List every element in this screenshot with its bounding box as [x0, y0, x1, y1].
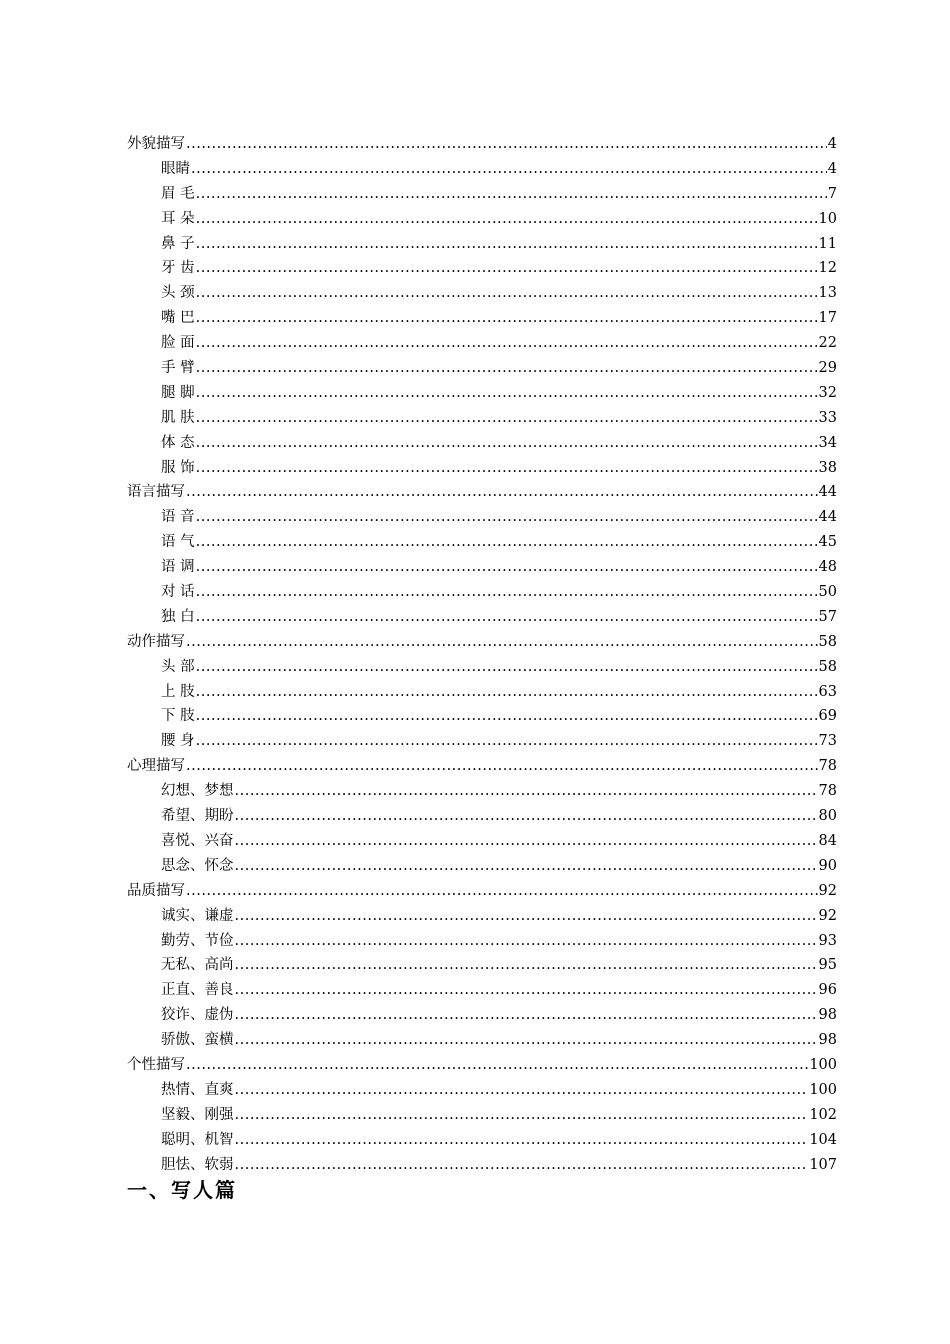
toc-dot-leader	[235, 1028, 818, 1053]
toc-entry-label: 服 饰	[161, 459, 195, 476]
toc-page-number: 80	[818, 808, 837, 825]
toc-page-number: 38	[818, 459, 837, 476]
toc-entry-label: 腰 身	[161, 733, 195, 750]
toc-subentry[interactable]	[127, 1153, 837, 1178]
toc-subentry[interactable]	[127, 904, 837, 929]
toc-subentry[interactable]	[127, 854, 837, 879]
toc-dot-leader	[196, 431, 818, 456]
toc-entry-label: 勤劳、节俭	[161, 932, 234, 949]
toc-dot-leader	[186, 630, 818, 655]
toc-dot-leader	[196, 605, 818, 630]
toc-dot-leader	[196, 232, 818, 257]
toc-subentry[interactable]	[127, 256, 837, 281]
toc-dot-leader	[235, 953, 818, 978]
toc-subentry[interactable]	[127, 929, 837, 954]
toc-subentry[interactable]	[127, 356, 837, 381]
toc-entry-label: 脸 面	[161, 335, 195, 352]
toc-page-number: 48	[818, 559, 837, 576]
toc-entry-label: 独 白	[161, 608, 195, 625]
toc-page-number: 107	[809, 1156, 837, 1173]
toc-dot-leader	[235, 854, 818, 879]
toc-page-number: 34	[818, 434, 837, 451]
toc-page-number: 78	[818, 783, 837, 800]
toc-dot-leader	[196, 207, 818, 232]
toc-entry-label: 诚实、谦虚	[161, 907, 234, 924]
toc-entry-label: 聪明、机智	[161, 1131, 234, 1148]
toc-page-number: 44	[818, 484, 837, 501]
toc-subentry[interactable]	[127, 729, 837, 754]
toc-dot-leader	[196, 331, 818, 356]
toc-entry-label: 眉 毛	[161, 185, 195, 202]
toc-entry-label: 骄傲、蛮横	[161, 1032, 234, 1049]
toc-page-number: 100	[809, 1081, 837, 1098]
toc-entry-label: 心理描写	[127, 758, 185, 775]
toc-subentry[interactable]	[127, 953, 837, 978]
toc-entry-label: 牙 齿	[161, 260, 195, 277]
toc-subentry[interactable]	[127, 530, 837, 555]
toc-entry-label: 鼻 子	[161, 235, 195, 252]
toc-subentry[interactable]	[127, 406, 837, 431]
toc-page-number: 4	[827, 160, 837, 177]
toc-page-number: 92	[818, 907, 837, 924]
toc-dot-leader	[196, 530, 818, 555]
toc-dot-leader	[196, 306, 818, 331]
toc-entry-label: 语 音	[161, 509, 195, 526]
toc-subentry[interactable]	[127, 505, 837, 530]
toc-dot-leader	[196, 281, 818, 306]
toc-dot-leader	[196, 182, 827, 207]
toc-page-number: 78	[818, 758, 837, 775]
toc-dot-leader	[196, 406, 818, 431]
toc-page-number: 13	[818, 285, 837, 302]
toc-page-number: 4	[827, 136, 837, 152]
toc-subentry[interactable]	[127, 1128, 837, 1153]
toc-subentry[interactable]	[127, 779, 837, 804]
toc-dot-leader	[196, 356, 818, 381]
toc-dot-leader	[196, 729, 818, 754]
toc-entry-label: 坚毅、刚强	[161, 1106, 234, 1123]
toc-chapter-entry[interactable]	[127, 480, 837, 505]
toc-subentry[interactable]	[127, 655, 837, 680]
toc-entry-label: 腿 脚	[161, 384, 195, 401]
toc-page-number: 17	[818, 310, 837, 327]
toc-dot-leader	[186, 132, 827, 157]
toc-dot-leader	[196, 456, 818, 481]
toc-entry-label: 外貌描写	[127, 136, 185, 152]
toc-entry-label: 耳 朵	[161, 210, 195, 227]
toc-dot-leader	[186, 480, 818, 505]
toc-entry-label: 正直、善良	[161, 982, 234, 999]
toc-page-number: 90	[818, 857, 837, 874]
toc-chapter-entry[interactable]	[127, 630, 837, 655]
toc-entry-label: 下 肢	[161, 708, 195, 725]
toc-entry-label: 语 调	[161, 559, 195, 576]
toc-dot-leader	[191, 157, 827, 182]
toc-dot-leader	[235, 829, 818, 854]
toc-subentry[interactable]	[127, 605, 837, 630]
toc-entry-label: 胆怯、软弱	[161, 1156, 234, 1173]
toc-page-number: 44	[818, 509, 837, 526]
toc-entry-label: 肌 肤	[161, 409, 195, 426]
toc-subentry[interactable]	[127, 381, 837, 406]
toc-entry-label: 希望、期盼	[161, 808, 234, 825]
toc-dot-leader	[196, 381, 818, 406]
toc-page-number: 100	[809, 1056, 837, 1073]
toc-page-number: 58	[818, 633, 837, 650]
toc-page-number: 104	[809, 1131, 837, 1148]
toc-dot-leader	[235, 1003, 818, 1028]
toc-subentry[interactable]	[127, 804, 837, 829]
toc-dot-leader	[235, 904, 818, 929]
toc-subentry[interactable]	[127, 431, 837, 456]
toc-entry-label: 幻想、梦想	[161, 783, 234, 800]
toc-entry-label: 狡诈、虚伪	[161, 1007, 234, 1024]
toc-page-number: 50	[818, 584, 837, 601]
toc-dot-leader	[196, 555, 818, 580]
toc-page-number: 84	[818, 832, 837, 849]
table-of-contents	[127, 132, 837, 1177]
toc-dot-leader	[196, 580, 818, 605]
toc-chapter-entry[interactable]	[127, 1053, 837, 1078]
toc-page-number: 12	[818, 260, 837, 277]
toc-entry-label: 上 肢	[161, 683, 195, 700]
toc-subentry[interactable]	[127, 207, 837, 232]
toc-dot-leader	[235, 1078, 809, 1103]
toc-dot-leader	[186, 1053, 808, 1078]
toc-entry-label: 头 颈	[161, 285, 195, 302]
toc-entry-label: 体 态	[161, 434, 195, 451]
toc-dot-leader	[196, 256, 818, 281]
toc-page-number: 95	[818, 957, 837, 974]
toc-subentry[interactable]	[127, 829, 837, 854]
toc-dot-leader	[235, 1103, 809, 1128]
toc-page-number: 58	[818, 658, 837, 675]
toc-page-number: 63	[818, 683, 837, 700]
toc-subentry[interactable]	[127, 555, 837, 580]
toc-page-number: 98	[818, 1032, 837, 1049]
toc-page-number: 11	[818, 235, 837, 252]
toc-subentry[interactable]	[127, 456, 837, 481]
toc-dot-leader	[196, 655, 818, 680]
toc-page-number: 96	[818, 982, 837, 999]
toc-subentry[interactable]	[127, 331, 837, 356]
toc-dot-leader	[196, 505, 818, 530]
toc-entry-label: 思念、怀念	[161, 857, 234, 874]
toc-subentry[interactable]	[127, 306, 837, 331]
toc-page-number: 73	[818, 733, 837, 750]
toc-entry-label: 喜悦、兴奋	[161, 832, 234, 849]
toc-dot-leader	[235, 779, 818, 804]
toc-dot-leader	[235, 804, 818, 829]
toc-entry-label: 眼睛	[161, 160, 190, 177]
toc-entry-label: 品质描写	[127, 882, 185, 899]
toc-subentry[interactable]	[127, 182, 837, 207]
toc-page-number: 45	[818, 534, 837, 551]
toc-entry-label: 热情、直爽	[161, 1081, 234, 1098]
toc-entry-label: 语言描写	[127, 484, 185, 501]
toc-chapter-entry[interactable]	[127, 754, 837, 779]
toc-subentry[interactable]	[127, 1003, 837, 1028]
toc-entry-label: 无私、高尚	[161, 957, 234, 974]
toc-dot-leader	[235, 1128, 809, 1153]
toc-page-number: 33	[818, 409, 837, 426]
toc-dot-leader	[235, 978, 818, 1003]
toc-subentry[interactable]	[127, 157, 837, 182]
toc-page-number: 98	[818, 1007, 837, 1024]
toc-dot-leader	[186, 879, 818, 904]
toc-page-number: 92	[818, 882, 837, 899]
toc-dot-leader	[235, 1153, 809, 1178]
toc-entry-label: 动作描写	[127, 633, 185, 650]
toc-entry-label: 头 部	[161, 658, 195, 675]
toc-entry-label: 对 话	[161, 584, 195, 601]
toc-subentry[interactable]	[127, 580, 837, 605]
toc-page-number: 57	[818, 608, 837, 625]
toc-subentry[interactable]	[127, 1078, 837, 1103]
toc-dot-leader	[186, 754, 818, 779]
toc-subentry[interactable]	[127, 281, 837, 306]
toc-page-number: 7	[827, 185, 837, 202]
toc-dot-leader	[235, 929, 818, 954]
toc-page-number: 93	[818, 932, 837, 949]
toc-page-number: 29	[818, 360, 837, 377]
toc-entry-label: 嘴 巴	[161, 310, 195, 327]
toc-subentry[interactable]	[127, 1028, 837, 1053]
toc-subentry[interactable]	[127, 680, 837, 705]
toc-chapter-entry[interactable]	[127, 132, 837, 157]
toc-entry-label: 个性描写	[127, 1056, 185, 1073]
toc-entry-label: 语 气	[161, 534, 195, 551]
toc-page-number: 22	[818, 335, 837, 352]
toc-subentry[interactable]	[127, 232, 837, 257]
toc-page-number: 32	[818, 384, 837, 401]
toc-subentry[interactable]	[127, 978, 837, 1003]
toc-page-number: 69	[818, 708, 837, 725]
toc-subentry[interactable]	[127, 1103, 837, 1128]
toc-subentry[interactable]	[127, 704, 837, 729]
toc-page-number: 10	[818, 210, 837, 227]
toc-dot-leader	[196, 680, 818, 705]
toc-entry-label: 手 臂	[161, 360, 195, 377]
toc-chapter-entry[interactable]	[127, 879, 837, 904]
toc-dot-leader	[196, 704, 818, 729]
toc-page-number: 102	[809, 1106, 837, 1123]
section-heading: 一、写人篇	[127, 1178, 237, 1202]
